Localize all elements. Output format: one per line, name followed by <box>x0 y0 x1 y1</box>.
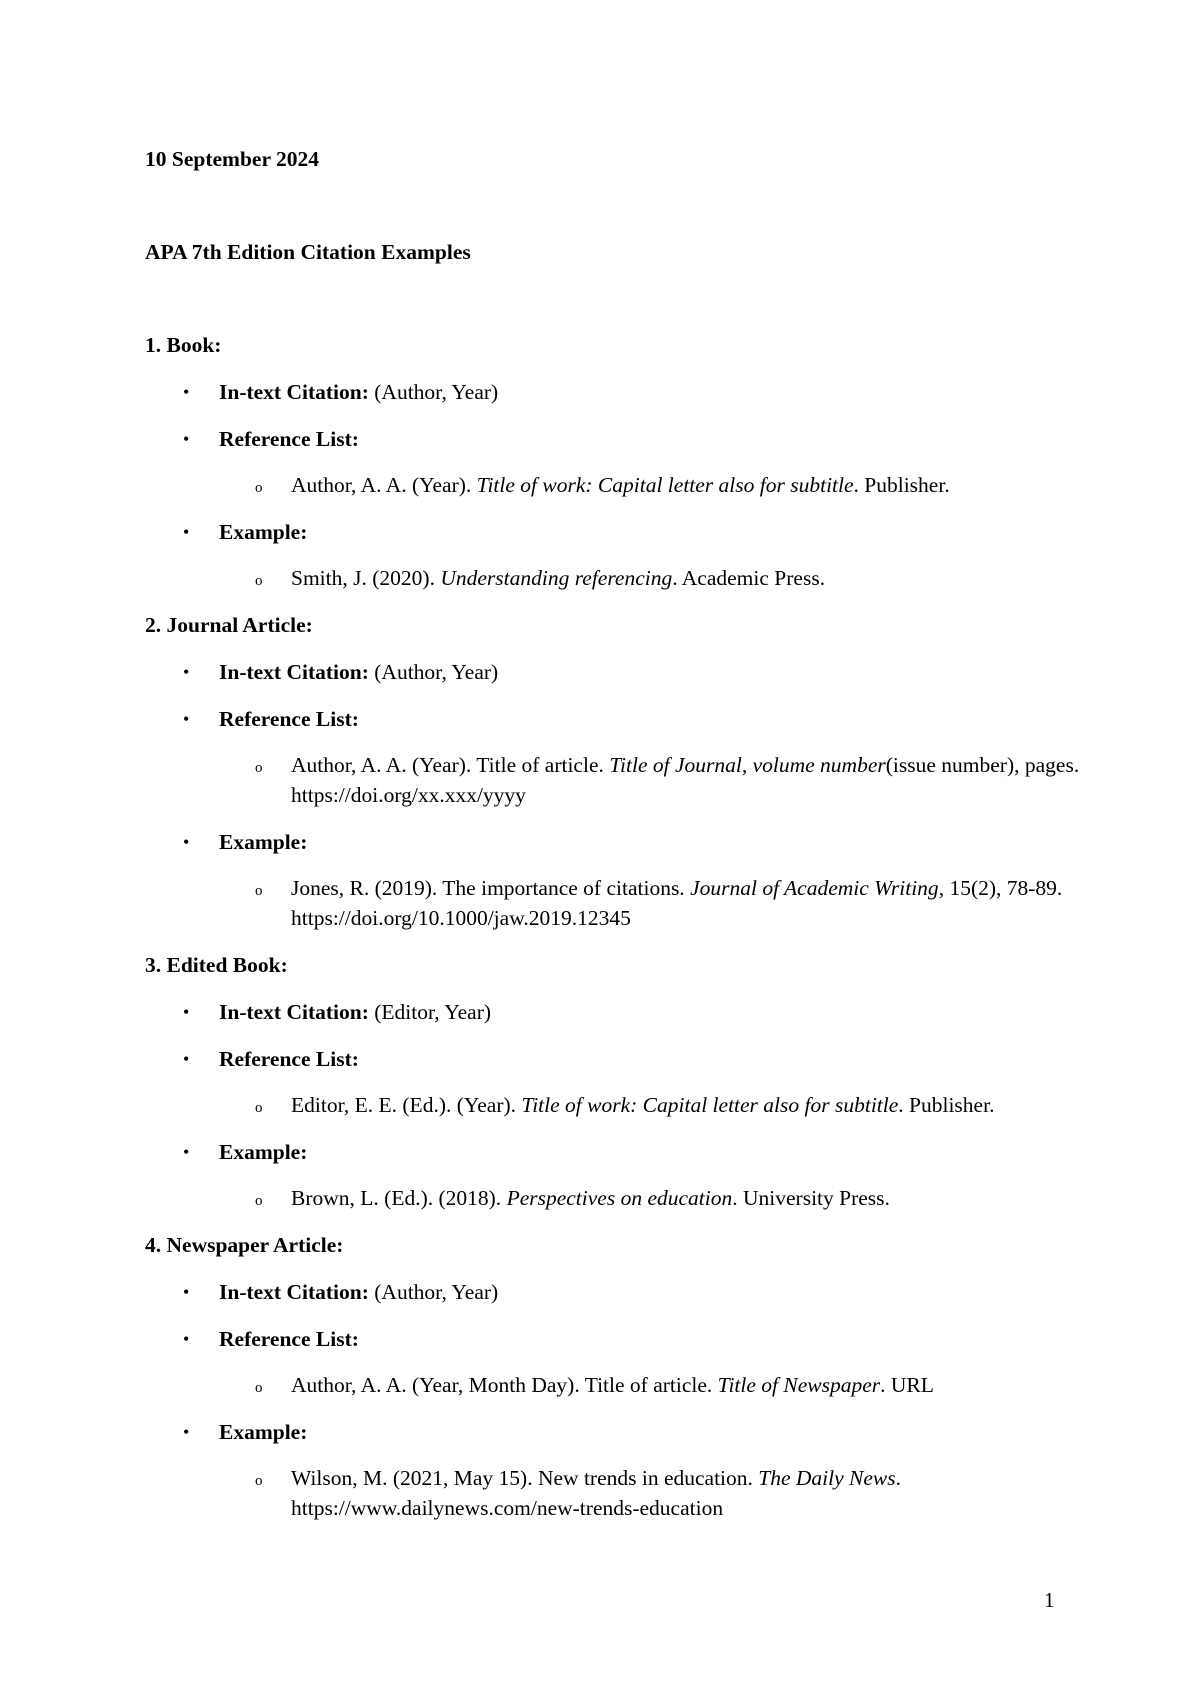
in-text-citation-value: (Author, Year) <box>368 1280 499 1304</box>
reference-list <box>145 1044 1045 1074</box>
in-text-citation-value: (Author, Year) <box>368 660 499 684</box>
sub-bullet-icon: o <box>255 1380 263 1396</box>
citation-text: Editor, E. E. (Ed.). (Year). <box>291 1093 522 1117</box>
bullet-icon: • <box>183 1142 190 1162</box>
reference-list-label: Reference List: <box>219 1327 359 1351</box>
bullet-icon: • <box>183 1002 190 1022</box>
section-2 <box>145 610 1080 933</box>
bullet-icon: • <box>183 1282 190 1302</box>
in-text-citation-value: (Author, Year) <box>368 380 499 404</box>
citation-text: Author, A. A. (Year, Month Day). Title of article. <box>291 1373 718 1397</box>
example-label: Example: <box>219 1140 308 1164</box>
reference-format <box>145 470 1171 500</box>
section-heading: 2. Journal Article: <box>145 613 313 637</box>
bullet-icon: • <box>183 1422 190 1442</box>
citation-text: Jones, R. (2019). The importance of citations. <box>291 876 691 900</box>
italic-title: Journal of Academic Writing <box>690 876 939 900</box>
citation-text: , 15(2), 78-89. https://doi.org/10.1000/jaw.2019.12345 <box>291 876 1063 930</box>
document-date: 10 September 2024 <box>145 147 319 171</box>
sub-bullet-icon: o <box>255 573 263 589</box>
example-citation <box>145 563 1171 593</box>
italic-title: Title of Journal, volume number <box>609 753 886 777</box>
example-label: Example: <box>219 830 308 854</box>
italic-title: Title of work: Capital letter also for subtitle <box>476 473 854 497</box>
section-heading: 4. Newspaper Article: <box>145 1233 344 1257</box>
reference-format <box>145 1090 1171 1120</box>
citation-text: (issue number), pages. https://doi.org/xx.xxx/yyyy <box>291 753 1080 807</box>
reference-format-text <box>291 473 950 497</box>
example-label: Example: <box>219 1420 308 1444</box>
reference-format-text <box>291 1093 994 1117</box>
citation-text: Author, A. A. (Year). Title of article. <box>291 753 610 777</box>
example <box>145 827 1045 857</box>
in-text-citation-label: In-text Citation: <box>219 1000 369 1024</box>
in-text-citation-label: In-text Citation: <box>219 1280 369 1304</box>
example-citation <box>145 873 1171 933</box>
bullet-icon: • <box>183 522 190 542</box>
sub-bullet-icon: o <box>255 1473 263 1489</box>
example-citation-text <box>291 1466 901 1520</box>
in-text-citation-label: In-text Citation: <box>219 660 369 684</box>
reference-list <box>145 424 1045 454</box>
citation-text: . Academic Press. <box>672 566 826 590</box>
italic-title: Title of Newspaper <box>717 1373 881 1397</box>
example-citation-text <box>291 876 1062 930</box>
section-4 <box>145 1230 1045 1523</box>
example-citation <box>145 1183 1171 1213</box>
sub-bullet-icon: o <box>255 760 263 776</box>
reference-list-label: Reference List: <box>219 1047 359 1071</box>
page-number: 1 <box>1044 1588 1055 1612</box>
bullet-icon: • <box>183 832 190 852</box>
reference-list-label: Reference List: <box>219 427 359 451</box>
citation-text: . https://www.dailynews.com/new-trends-education <box>291 1466 902 1520</box>
example <box>145 517 1045 547</box>
citation-text: . URL <box>880 1373 934 1397</box>
example-citation-text <box>291 566 825 590</box>
document-title: APA 7th Edition Citation Examples <box>145 240 471 264</box>
bullet-icon: • <box>183 382 190 402</box>
in-text-citation <box>145 377 1045 407</box>
bullet-icon: • <box>183 709 190 729</box>
reference-format <box>145 750 1171 810</box>
italic-title: The Daily News <box>758 1466 896 1490</box>
reference-list-label: Reference List: <box>219 707 359 731</box>
italic-title: Perspectives on education <box>506 1186 733 1210</box>
example-label: Example: <box>219 520 308 544</box>
citation-text: . Publisher. <box>853 473 950 497</box>
citation-text: . University Press. <box>732 1186 890 1210</box>
citation-sections <box>145 330 1080 1540</box>
reference-format <box>145 1370 1171 1400</box>
in-text-citation <box>145 657 1045 687</box>
citation-text: Brown, L. (Ed.). (2018). <box>291 1186 507 1210</box>
example-citation <box>145 1463 1171 1523</box>
citation-text: Wilson, M. (2021, May 15). New trends in education. <box>291 1466 759 1490</box>
example <box>145 1417 1045 1447</box>
example <box>145 1137 1045 1167</box>
example-citation-text <box>291 1186 890 1210</box>
section-heading: 3. Edited Book: <box>145 953 288 977</box>
italic-title: Understanding referencing <box>440 566 673 590</box>
reference-format-text <box>291 753 1079 807</box>
sub-bullet-icon: o <box>255 1193 263 1209</box>
reference-format-text <box>291 1373 934 1397</box>
sub-bullet-icon: o <box>255 480 263 496</box>
section-heading: 1. Book: <box>145 333 222 357</box>
reference-list <box>145 704 1045 734</box>
in-text-citation <box>145 997 1045 1027</box>
reference-list <box>145 1324 1045 1354</box>
sub-bullet-icon: o <box>255 883 263 899</box>
in-text-citation-label: In-text Citation: <box>219 380 369 404</box>
section-1 <box>145 330 1045 593</box>
bullet-icon: • <box>183 662 190 682</box>
bullet-icon: • <box>183 1049 190 1069</box>
bullet-icon: • <box>183 429 190 449</box>
sub-bullet-icon: o <box>255 1100 263 1116</box>
in-text-citation <box>145 1277 1045 1307</box>
bullet-icon: • <box>183 1329 190 1349</box>
italic-title: Title of work: Capital letter also for subtitle <box>521 1093 899 1117</box>
citation-text: Author, A. A. (Year). <box>291 473 477 497</box>
in-text-citation-value: (Editor, Year) <box>368 1000 492 1024</box>
citation-text: . Publisher. <box>898 1093 995 1117</box>
section-3 <box>145 950 1045 1213</box>
citation-text: Smith, J. (2020). <box>291 566 441 590</box>
